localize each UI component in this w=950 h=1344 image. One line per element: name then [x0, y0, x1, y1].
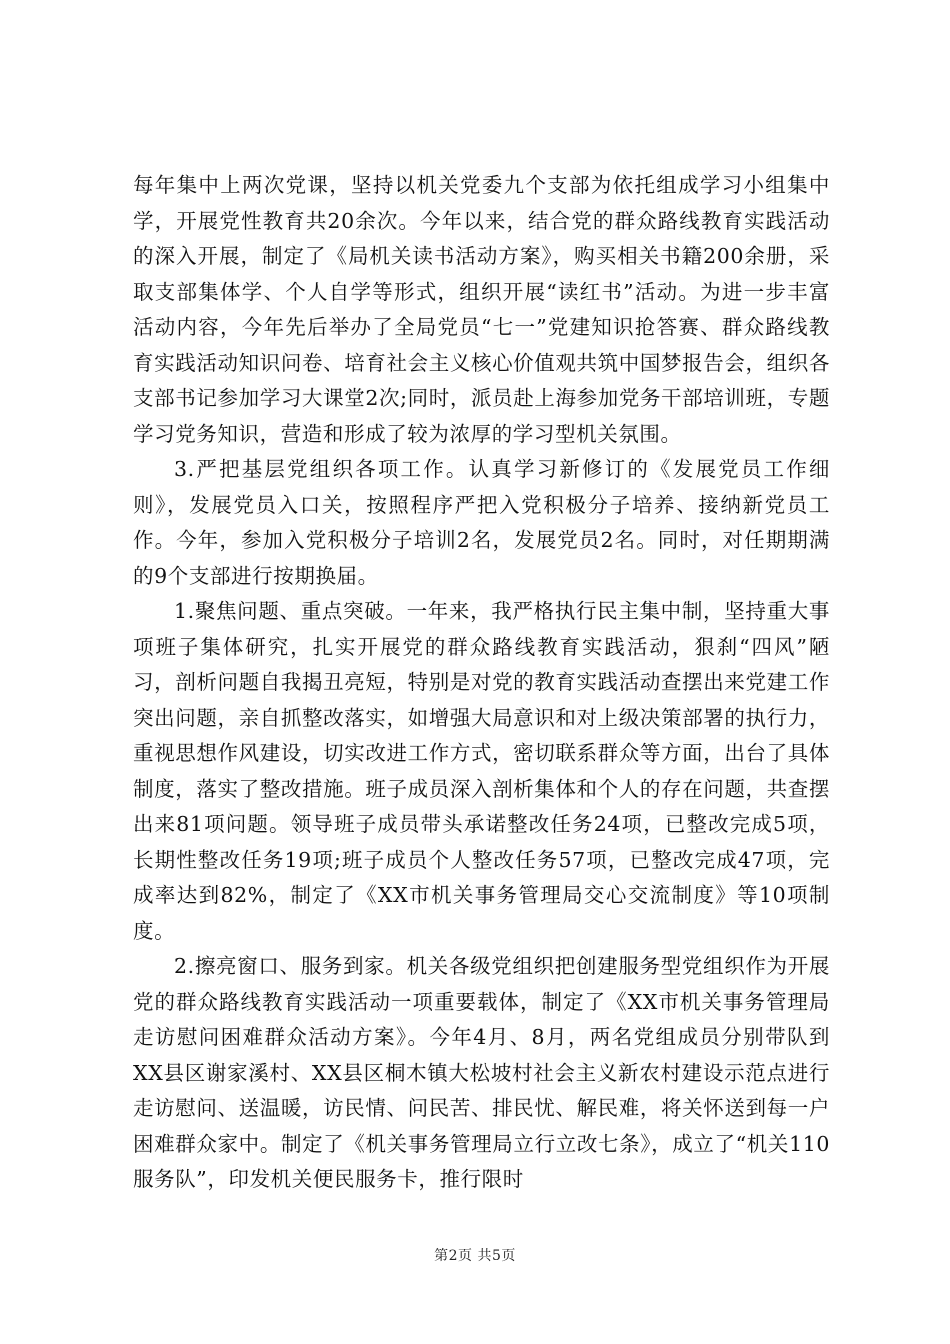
document-body	[133, 168, 830, 1198]
paragraph-grassroots-party-work: 3.严把基层党组织各项工作。认真学习新修订的《发展党员工作细则》，发展党员入口关，按照程序严把入党积极分子培养、接纳新党员工作。今年，参加入党积极分子培训2名，发展党员2名。同时，对任期期满的9个支部进行按期换届。	[133, 457, 830, 588]
paragraph-study-activities: 每年集中上两次党课，坚持以机关党委九个支部为依托组成学习小组集中学，开展党性教育共20余次。今年以来，结合党的群众路线教育实践活动的深入开展，制定了《局机关读书活动方案》，购买相关书籍200余册，采取支部集体学、个人自学等形式，组织开展“读红书”活动。为进一步丰富活动内容，今年先后举办了全局党员“七一”党建知识抢答赛、群众路线教育实践活动知识问卷、培育社会主义核心价值观共筑中国梦报告会，组织各支部书记参加学习大课堂2次;同时，派员赴上海参加党务干部培训班，专题学习党务知识，营造和形成了较为浓厚的学习型机关氛围。	[133, 173, 830, 446]
paragraph-service-to-home: 2.擦亮窗口、服务到家。机关各级党组织把创建服务型党组织作为开展党的群众路线教育实践活动一项重要载体，制定了《XX市机关事务管理局走访慰问困难群众活动方案》。今年4月、8月，两名党组成员分别带队到XX县区谢家溪村、XX县区桐木镇大松坡村社会主义新农村建设示范点进行走访慰问、送温暖，访民情、问民苦、排民忧、解民难，将关怀送到每一户困难群众家中。制定了《机关事务管理局立行立改七条》，成立了“机关110服务队”，印发机关便民服务卡，推行限时	[133, 954, 830, 1191]
page-number-footer: 第2页 共5页	[434, 1248, 516, 1264]
paragraph-focus-problems: 1.聚焦问题、重点突破。一年来，我严格执行民主集中制，坚持重大事项班子集体研究，扎实开展党的群众路线教育实践活动，狠刹“四风”陋习，剖析问题自我揭丑亮短，特别是对党的教育实践活动查摆出来党建工作突出问题，亲自抓整改落实，如增强大局意识和对上级决策部署的执行力，重视思想作风建设，切实改进工作方式，密切联系群众等方面，出台了具体制度，落实了整改措施。班子成员深入剖析集体和个人的存在问题，共查摆出来81项问题。领导班子成员带头承诺整改任务24项，已整改完成5项，长期性整改任务19项;班子成员个人整改任务57项，已整改完成47项，完成率达到82%，制定了《XX市机关事务管理局交心交流制度》等10项制度。	[133, 599, 830, 943]
